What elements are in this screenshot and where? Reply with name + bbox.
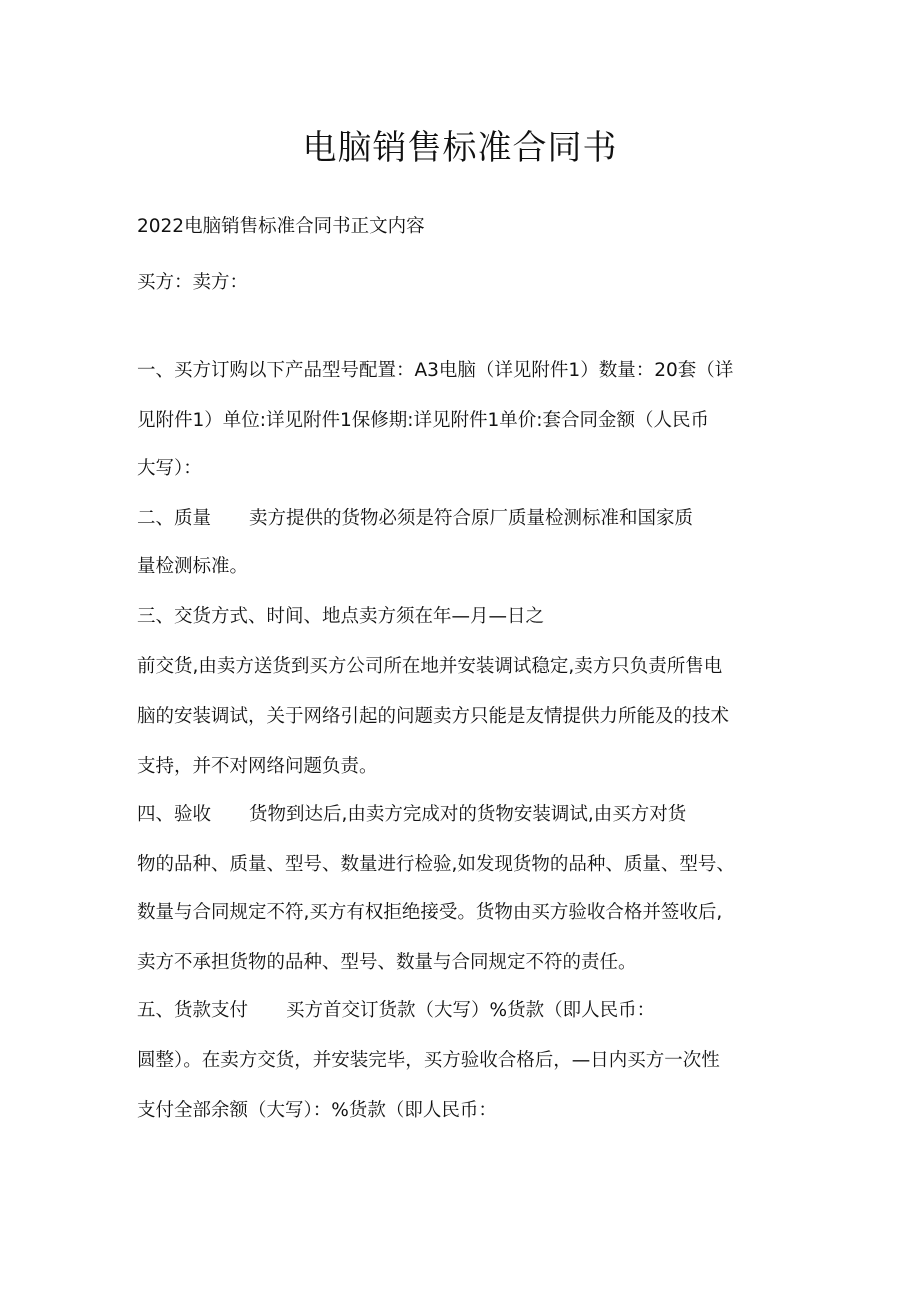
section-3-line-1: 三、交货方式、时间、地点卖方须在年—月—日之 <box>137 606 545 627</box>
section-5-line-1 <box>137 998 655 1024</box>
section-2-heading: 二、质量 <box>137 508 212 529</box>
section-4-line-3: 数量与合同规定不符,买方有权拒绝接受。货物由买方验收合格并签收后, <box>137 902 723 923</box>
section-1-line-3: 大写）： <box>137 458 202 479</box>
section-3-line-3: 脑的安装调试，关于网络引起的问题卖方只能是友情提供力所能及的技术 <box>137 706 730 727</box>
document-subtitle: 2022电脑销售标准合同书正文内容 <box>137 216 425 237</box>
document-title: 电脑销售标准合同书 <box>302 128 618 168</box>
parties-line: 买方：卖方： <box>137 272 249 293</box>
section-2-line-2: 量检测标准。 <box>137 556 249 577</box>
section-1-line-2: 见附件1）单位:详见附件1保修期:详见附件1单价:套合同金额（人民币 <box>137 410 710 431</box>
section-5-line-3: 支付全部余额（大写）：%货款（即人民币： <box>137 1100 497 1121</box>
section-5-heading: 五、货款支付 <box>137 1000 249 1021</box>
section-1-line-1: 一、买方订购以下产品型号配置：A3电脑（详见附件1）数量：20套（详 <box>137 360 734 381</box>
section-3-line-4: 支持，并不对网络问题负责。 <box>137 756 378 777</box>
section-4-line-2: 物的品种、质量、型号、数量进行检验,如发现货物的品种、质量、型号、 <box>137 854 735 875</box>
section-4-text: 货物到达后,由卖方完成对的货物安装调试,由买方对货 <box>249 804 687 825</box>
section-4-line-4: 卖方不承担货物的品种、型号、数量与合同规定不符的责任。 <box>137 952 637 973</box>
section-2-line-1 <box>137 506 693 532</box>
section-5-text: 买方首交订货款（大写）%货款（即人民币： <box>286 1000 656 1021</box>
section-4-line-1 <box>137 802 686 828</box>
section-3-line-2: 前交货,由卖方送货到买方公司所在地并安装调试稳定,卖方只负责所售电 <box>137 656 723 677</box>
section-4-heading: 四、验收 <box>137 804 212 825</box>
section-2-text: 卖方提供的货物必须是符合原厂质量检测标准和国家质 <box>249 508 694 529</box>
section-5-line-2: 圆整）。在卖方交货，并安装完毕，买方验收合格后，—日内买方一次性 <box>137 1050 720 1071</box>
